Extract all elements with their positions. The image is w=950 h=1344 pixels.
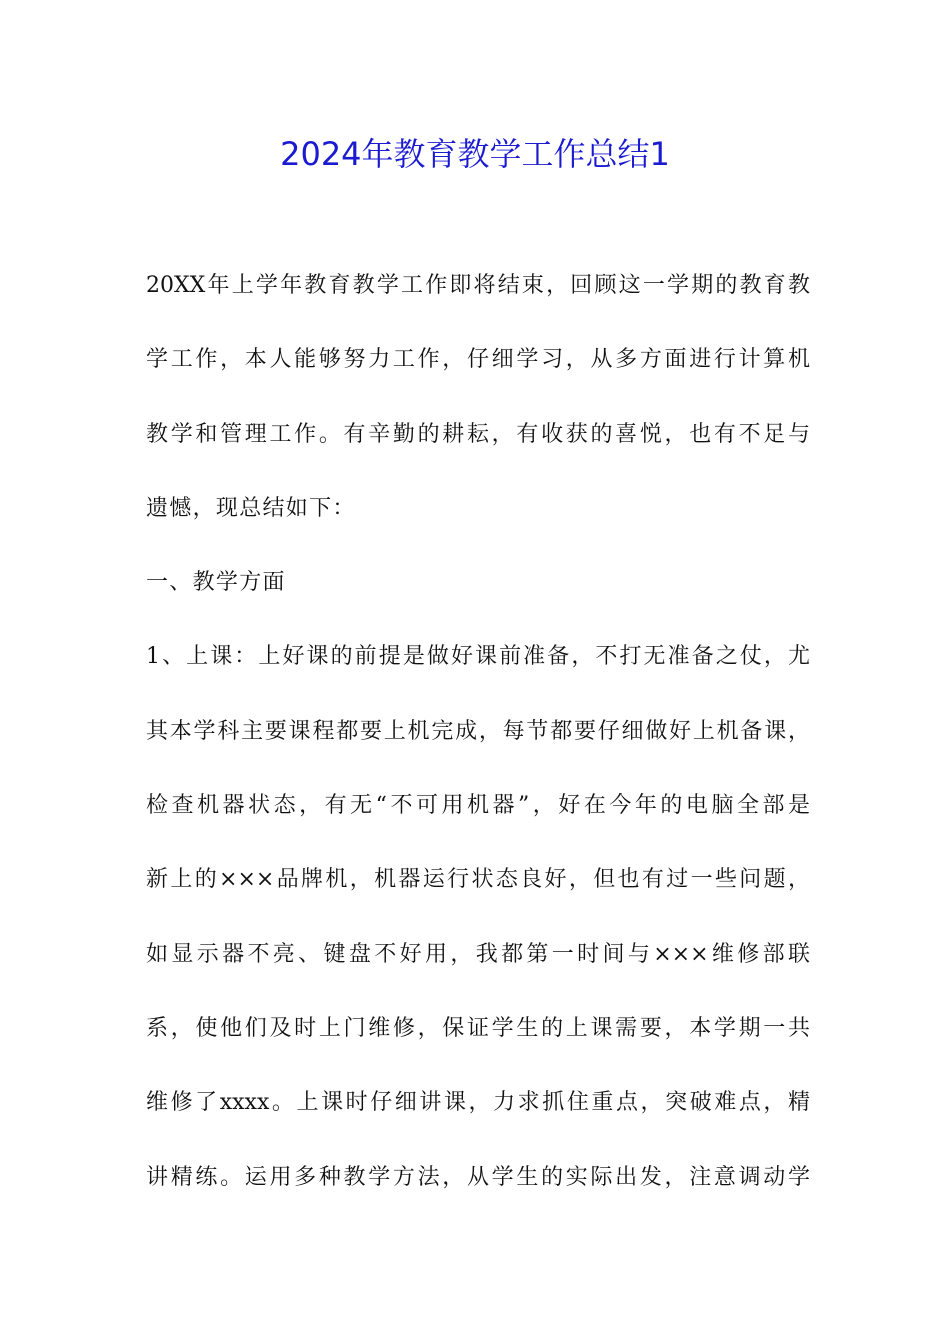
paragraph-line: 讲精练。运用多种教学方法，从学生的实际出发，注意调动学 <box>146 1164 810 1190</box>
paragraph-line: 1、上课：上好课的前提是做好课前准备，不打无准备之仗，尤 <box>146 644 810 670</box>
paragraph-line: 如显示器不亮、键盘不好用，我都第一时间与×××维修部联 <box>146 941 810 967</box>
paragraph-line: 学工作，本人能够努力工作，仔细学习，从多方面进行计算机 <box>146 347 810 373</box>
paragraph-line: 遗憾，现总结如下： <box>146 495 356 521</box>
document-body <box>146 260 810 1226</box>
paragraph-line: 其本学科主要课程都要上机完成，每节都要仔细做好上机备课， <box>146 718 810 744</box>
paragraph-line: 系，使他们及时上门维修，保证学生的上课需要，本学期一共 <box>146 1015 810 1041</box>
paragraph-line: 新上的×××品牌机，机器运行状态良好，但也有过一些问题， <box>146 867 810 893</box>
paragraph-line: 维修了xxxx。上课时仔细讲课，力求抓住重点，突破难点，精 <box>146 1090 810 1116</box>
paragraph-line: 检查机器状态，有无“不可用机器”，好在今年的电脑全部是 <box>146 793 810 819</box>
section-heading: 一、教学方面 <box>146 570 286 596</box>
document-title: 2024年教育教学工作总结1 <box>280 135 670 173</box>
paragraph-line: 教学和管理工作。有辛勤的耕耘，有收获的喜悦，也有不足与 <box>146 421 810 447</box>
paragraph-line: 20XX年上学年教育教学工作即将结束，回顾这一学期的教育教 <box>146 273 810 298</box>
